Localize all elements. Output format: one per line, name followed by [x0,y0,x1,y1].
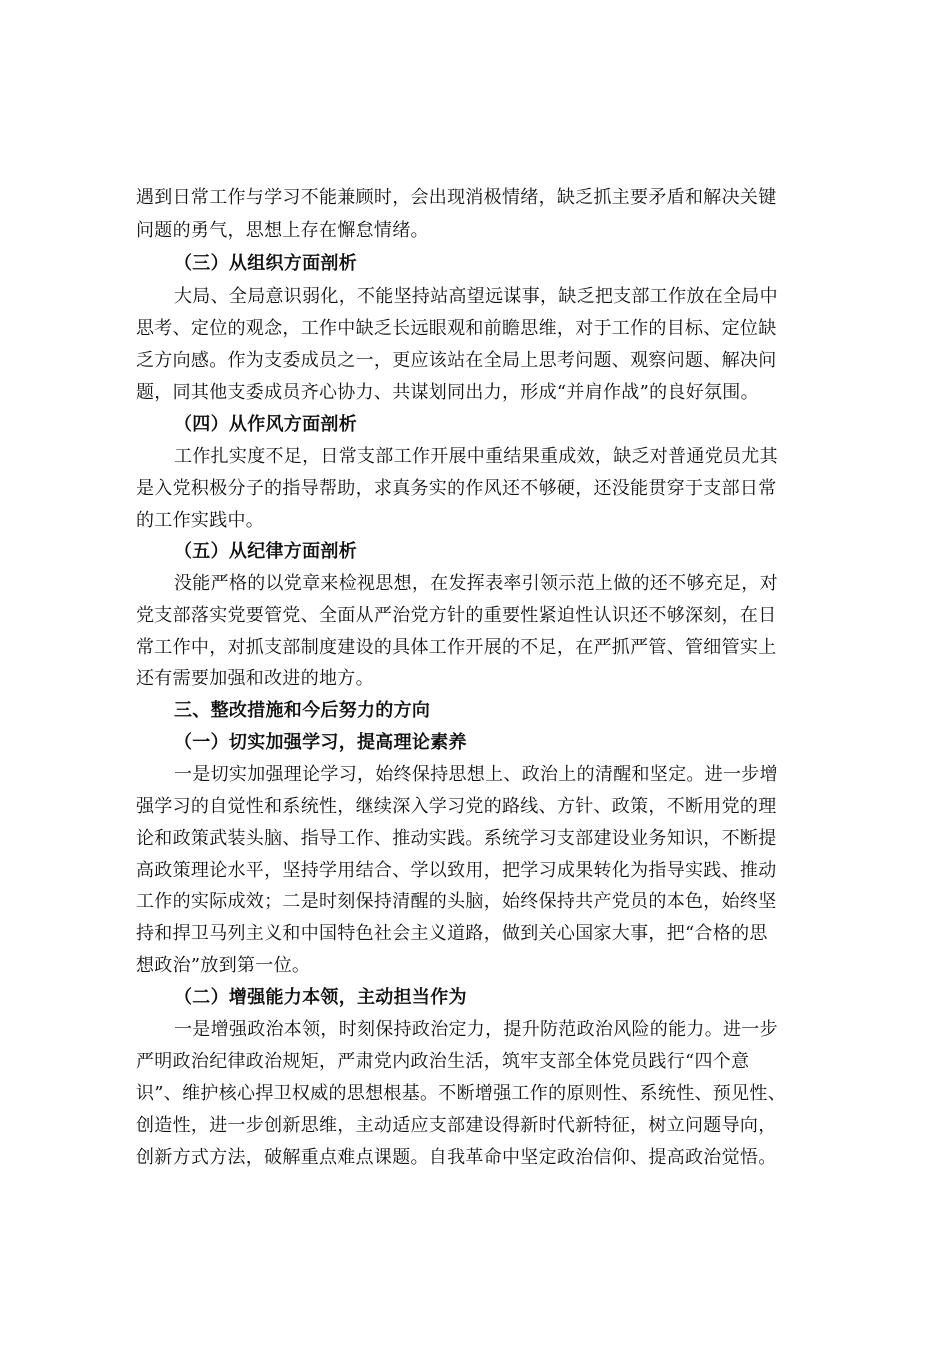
subheading-ability: （二）增强能力本领，主动担当作为 [174,987,467,1008]
paragraph-line: 严明政治纪律政治规矩，严肃党内政治生活，筑牢支部全体党员践行“四个意 [136,1051,750,1072]
paragraph-line: 大局、全局意识弱化，不能坚持站高望远谋事，缺乏把支部工作放在全局中 [174,286,778,307]
paragraph-line: 是入党积极分子的指导帮助，求真务实的作风还不够硬，还没能贯穿于支部日常 [136,478,777,499]
paragraph-line: 持和捍卫马列主义和中国特色社会主义道路，做到关心国家大事，把“合格的思 [136,923,768,944]
paragraph-line: 论和政策武装头脑、指导工作、推动实践。系统学习支部建设业务知识，不断提 [136,828,777,849]
subheading-style: （四）从作风方面剖析 [174,414,357,435]
paragraph-line: 还有需要加强和改进的地方。 [136,668,374,689]
subheading-study: （一）切实加强学习，提高理论素养 [174,732,467,753]
paragraph-line: 强学习的自觉性和系统性，继续深入学习党的路线、方针、政策，不断用党的理 [136,796,777,817]
paragraph-line: 题，同其他支委成员齐心协力、共谋划同出力，形成“并肩作战”的良好氛围。 [136,382,759,403]
paragraph-line: 想政治”放到第一位。 [136,955,311,976]
paragraph-line: 没能严格的以党章来检视思想，在发挥表率引领示范上做的还不够充足，对 [174,573,778,594]
paragraph-line: 问题的勇气，思想上存在懈怠情绪。 [136,220,429,241]
paragraph-line: 的工作实践中。 [136,510,265,531]
paragraph-line: 高政策理论水平，坚持学用结合、学以致用，把学习成果转化为指导实践、推动 [136,860,777,881]
paragraph-line: 常工作中，对抓支部制度建设的具体工作开展的不足，在严抓严管、管细管实上 [136,637,777,658]
paragraph-line: 遇到日常工作与学习不能兼顾时，会出现消极情绪，缺乏抓主要矛盾和解决关键 [136,187,777,208]
paragraph-line: 思考、定位的观念，工作中缺乏长远眼观和前瞻思维，对于工作的目标、定位缺 [136,318,777,339]
paragraph-line: 创新方式方法，破解重点难点课题。自我革命中坚定政治信仰、提高政治觉悟。 [136,1147,777,1168]
paragraph-line: 一是增强政治本领，时刻保持政治定力，提升防范政治风险的能力。进一步 [174,1019,778,1040]
paragraph-line: 党支部落实党要管党、全面从严治党方针的重要性紧迫性认识还不够深刻，在日 [136,605,777,626]
paragraph-line: 工作的实际成效；二是时刻保持清醒的头脑，始终保持共产党员的本色，始终坚 [136,891,777,912]
section-heading: 三、整改措施和今后努力的方向 [174,700,431,721]
paragraph-line: 识”、维护核心捍卫权威的思想根基。不断增强工作的原则性、系统性、预见性、 [136,1083,786,1104]
paragraph-line: 乏方向感。作为支委成员之一，更应该站在全局上思考问题、观察问题、解决问 [136,350,777,371]
subheading-discipline: （五）从纪律方面剖析 [174,541,357,562]
subheading-organization: （三）从组织方面剖析 [174,253,357,274]
paragraph-line: 工作扎实度不足，日常支部工作开展中重结果重成效，缺乏对普通党员尤其 [174,446,778,467]
paragraph-line: 一是切实加强理论学习，始终保持思想上、政治上的清醒和坚定。进一步增 [174,764,778,785]
paragraph-line: 创造性，进一步创新思维，主动适应支部建设得新时代新特征，树立问题导向， [136,1115,777,1136]
